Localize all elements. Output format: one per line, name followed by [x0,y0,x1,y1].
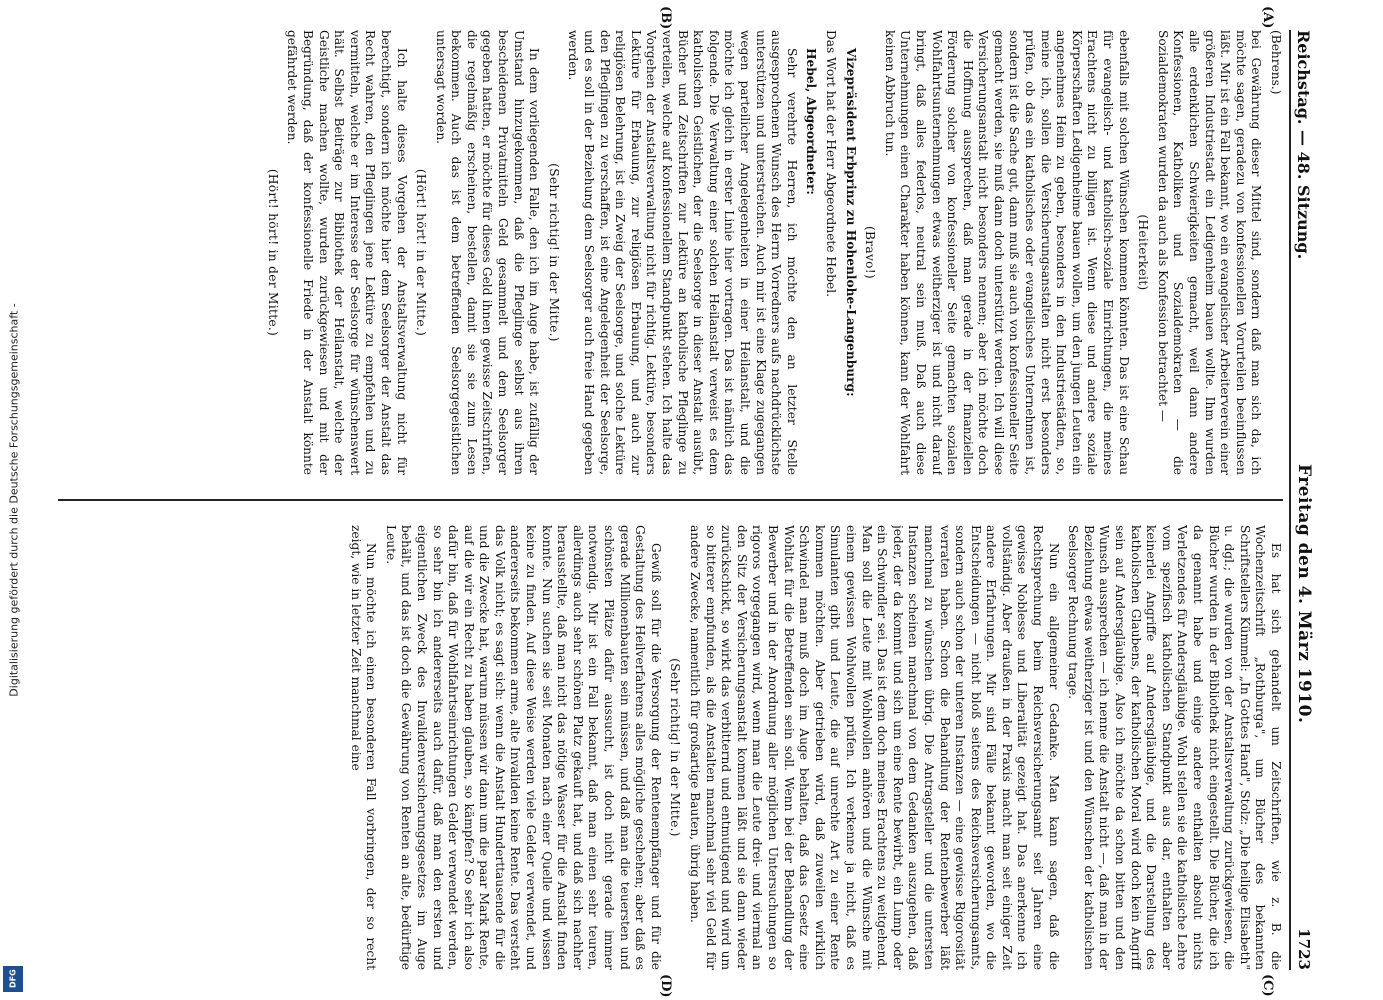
interjection: (Hört! hört! in der Mitte.) [414,168,429,337]
speaker-attribution: (Behrens.) [1269,30,1283,95]
paragraph: Das Wort hat der Herr Abgeordnete Hebel. [823,30,838,298]
funding-note: Digitalisierung gefördert durch die Deutsche Forschungsgemeinschaft - [7,303,21,697]
interjection: (Bravo!) [863,225,878,280]
right-column [58,525,1283,970]
paragraph: Sehr verehrte Herren, ich möchte den an letzter Stelle ausgesprochenen Wunsch des Herrn Vorredners aufs nachdrücklichste unterstützen und unterstreichen. Auch mir ist eine Klage zugegangen wegen parteilicher Angelegenheiten in einer Heilanstalt, und die möchte ich gleich in erster Linie hier vortragen. Das ist nämlich das folgende. Die Verwaltung einer solchen Heilanstalt verweist es dem katholischen Geistlichen, der die Seelsorge in dieser Anstalt ausübt, Bücher und Zeitschriften zur Lektüre an katholische Pfleglinge zu verteilen, welche auf konfessionellem Standpunkt stehen. Ich halte das Vorgehen der Anstaltsverwaltung nicht für richtig. Lektüre, besonders Lektüre für Erbauung, zur religiösen Erbauung, und auch zur religiösen Belehrung, ist ein Zweig der Seelsorge, und solche Lektüre den Pfleglingen zu verschaffen, ist eine Angelegenheit der Seelsorge, und es soll in der Beziehung dem Seelsorger auch freie Hand gegeben werden. [566,30,799,475]
header-session: Reichstag. — 48. Sitzung. [1294,30,1314,260]
header-date: Freitag den 4. März 1910. [1294,463,1314,724]
interjection: (Sehr richtig! in der Mitte.) [668,658,683,837]
column-divider [58,499,1283,501]
paragraph: Ich halte dieses Vorgehen der Anstaltsverwaltung nicht für berechtigt, sondern ich möchte hier dem Seelsorger der Anstalt das Recht wahren, den Pfleglingen jene Lektüre zu empfehlen und zu vermitteln, welche er im Interesse der Seelsorge für wünschenswert hält. Selbst Beiträge zur Bibliothek der Heilanstalt, welche der Geistliche machen wollte, wurden zurückgewiesen und mit der Begründung, daß der konfessionelle Friede in der Anstalt könnte gefährdet werden. [285,30,409,475]
speaker-name: Hebel, Abgeordneter: [804,48,819,195]
margin-marker-a: (A) [1260,6,1275,29]
page-number: 1723 [1295,928,1313,970]
paragraph: ebenfalls mit solchen Wünschen kommen könnten. Das ist eine Schau für evangelisch- und katholisch-soziale Einrichtungen, die meines Erachtens nicht zu billigen ist. Wenn diese und andere soziale Körperschaften Ledigenheime bauen wollen, um den jungen Leuten ein angenehmes Heim zu geben, besonders in den Industriestädten, so, meine ich, sollen die Versicherungsanstalten nicht erst besonders prüfen, ob das ein katholisches oder evangelisches Unternehmen ist, sondern ist die Sache gut, dann muß sie auch von konfessioneller Seite gemacht werden, sie muß dann doch unterstützt werden. Ich will diese Versicherungsanstalt nicht besonders nennen; aber ich möchte doch die Hoffnung aussprechen, daß man gerade in der finanziellen Förderung solcher von konfessioneller Seite gemachten sozialen Wohlfahrtsunternehmungen etwas weitherziger ist und nicht darauf bringt, daß alles federlos, neutral sein muß. Daß auch diese Unternehmungen einen Charakter haben können, kann der Wohlfahrt keinen Abbruch tun. [882,30,1131,475]
paragraph: Nun ein allgemeiner Gedanke. Man kann sagen, daß die Rechtsprechung beim Reichsversicherungsamt seit Jahren eine gewisse Noblesse und Liberalität gezeigt hat. Das anerkenne ich vollständig. Aber draußen in der Praxis macht man seit einiger Zeit andere Erfahrungen. Mir sind Fälle bekannt geworden, wo die Entscheidungen — nicht bloß seitens des Reichsversicherungsamts, sondern auch schon der unteren Instanzen — eine gewisse Rigorosität verraten haben. Schon die Behandlung der Rentenbewerber läßt manchmal zu wünschen übrig. Die Antragsteller und die untersten Instanzen scheinen manchmal von dem Gedanken auszugehen, daß jeder, der da kommt und sich um eine Rente bewirbt, ein Lump oder ein Schwindler sei. Das ist dem doch meines Erachtens zu weitgehend. Man soll die Leute mit Wohlwollen anhören und die Wünsche mit einem gewissen Wohlwollen prüfen. Ich verkenne ja nicht, daß es Simulanten gibt und Leute, die auf unrechte Art zu einer Rente kommen möchten. Aber getrieben wird, daß zuweilen wirklich Schwindel man muß doch im Auge behalten, daß das Gesetz eine Wohltat für die Betreffenden sein soll. Wenn bei der Behandlung der Bewerber und in der Anordnung aller möglichen Untersuchungen so rigoros vorgegangen wird, wenn man die Leute drei- und viermal an den Sitz der Versicherungsanstalt kommen läßt und sie dann wieder zurückschickt, so wirkt das verbitternd und entmutigend und wird um so bitterer empfunden, als die Anstalten manchmal sehr viel Geld für andere Zwecke, namentlich für großartige Bauten, übrig haben. [688,525,1061,970]
speaker-name: Vizepräsident Erbprinz zu Hohenlohe-Langenburg: [843,48,858,397]
scanned-page-area [40,0,1323,1000]
scanned-page [40,0,1323,1000]
funding-strip [0,0,28,1000]
interjection: (Heiterkeit) [1136,214,1151,291]
margin-marker-c: (C) [1260,974,1275,997]
interjection: (Hört! hört! in der Mitte.) [265,168,280,337]
paragraph: Es hat sich gehandelt um Zeitschriften, wie z. B. die Wochenzeitschrift „Rothburga", um Bücher des bekannten Schriftstellers Kümmel: „In Gottes Hand", Stolz: „Die heilige Elisabeth" u. dgl.; die wurden von der Anstaltsverwaltung zurückgewiesen, die Bücher wurden in der Bibliothek nicht eingestellt. Die Bücher, die ich da genannt habe und einige andere enthalten absolut nichts Verletzendes für Andersgläubige. Wohl stellen sie die katholische Lehre vom spezifisch katholischen Standpunkt aus dar, enthalten aber keinerlei Angriffe auf Andersgläubige, und die Darstellung des katholischen Glaubens, der katholischen Moral wird doch kein Angriff sein auf Andersgläubige. Also ich möchte da schon bitten und den Wunsch aussprechen — ich nenne die Anstalt nicht —, daß man in der Beziehung etwas weitherziger ist und den Wünschen der katholischen Seelsorger Rechnung trage. [1066,525,1283,970]
paragraph: In dem vorliegenden Falle, den ich im Auge habe, ist zufällig der Umstand hinzugekommen, daß die Pfleglinge selbst aus ihren bescheidenen Privatmitteln Geld gesammelt und dem Seelsorger gegeben hatten, er möchte für dieses Geld ihnen gewisse Zeitschriften, die regelmäßig erscheinen, bestellen, damit sie sie zum Lesen bekommen. Auch das ist dem betreffenden Seelsorgegeistlichen untersagt worden. [433,30,542,475]
page-header [1289,30,1317,970]
paragraph: Gewiß soll für die Versorgung der Rentenempfänger und für die Gestaltung des Heilverfahrens alles mögliche geschehen; aber daß es gerade Millionenbauten sein müssen, und daß man die teuersten und schönsten Plätze dafür aussucht, ist doch nicht gerade immer notwendig. Mir ist ein Fall bekannt, daß man einen sehr teuren, allerdings auch sehr schönen Platz gekauft hat, und daß sich nachher herausstellte, daß man nicht das nötige Wasser für die Anstalt finden konnte. Nun suchen sie seit Monaten nach einer Quelle und wissen keine zu finden. Auf diese Weise werden viele Gelder verwendet, und andererseits bekommen arme, alte Invaliden keine Rente. Das versteht das Volk nicht; es sagt sich: wenn die Anstalt Hunderttausende für die und die Zwecke hat, warum müssen wir dann um die paar Mark Rente, auf die wir ein Recht zu haben glauben, so kämpfen? So sehr ich also dafür bin, daß für Wohlfahrtseinrichtungen Gelder verwendet werden, so sehr bin ich andererseits auch dafür, daß man den ersten und eigentlichen Zweck des Invalidenversicherungsgesetzes im Auge behält, und das ist doch die Gewährung von Renten an alte, bedürftige Leute. [383,525,663,970]
paragraph: Nun möchte ich einen besonderen Fall vorbringen, der so recht zeigt, wie in letzter Zeit manchmal eine [348,525,379,970]
interjection: (Sehr richtig! in der Mitte.) [546,163,561,342]
paragraph: bei Gewährung dieser Mittel sind, sondern daß man sich da, ich möchte sagen, geradezu von konfessionellen Vorurteilen beeinflussen läßt. Mir ist ein Fall bekannt, wo ein evangelischer Arbeiterverein einer größeren Industriestadt ein Ledigenheim bauen wollte. Ihm wurden alle erdenklichen Schwierigkeiten gemacht, weil dann andere Konfessionen, Katholiken und Sozialdemokraten — die Sozialdemokraten wurden da auch als Konfession betrachtet — [1155,30,1264,475]
margin-marker-b: (B) [658,6,673,30]
margin-marker-d: (D) [658,974,673,998]
dfg-logo-icon: DFG [3,966,23,992]
left-column [58,30,1283,475]
